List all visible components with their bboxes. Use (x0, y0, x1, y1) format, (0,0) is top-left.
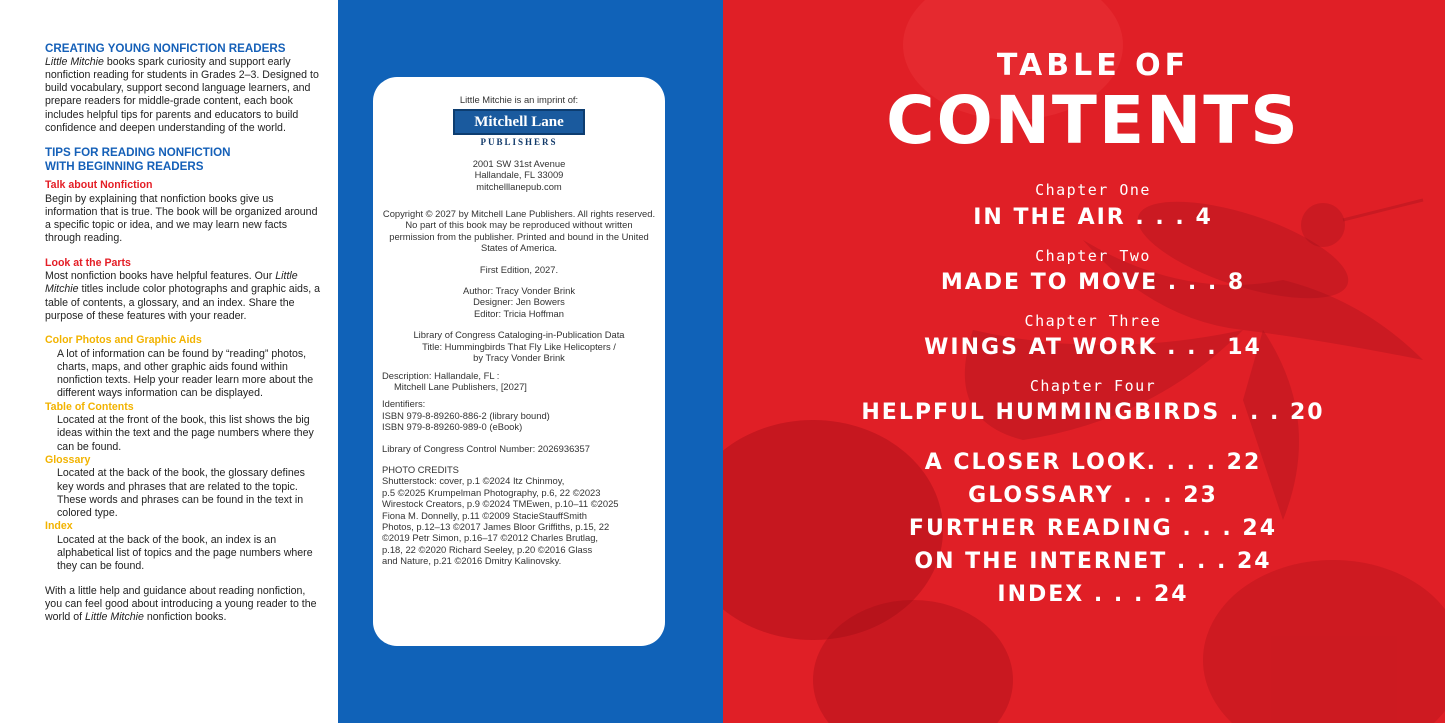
publisher-logo-main: Mitchell Lane (453, 109, 585, 135)
series-name: Little Mitchie (45, 270, 298, 296)
photo-credits-heading: PHOTO CREDITS (382, 463, 459, 475)
parts-text-b: titles include color photographs and graphic aids, a table of contents, a glossary, and an index. Share the purpose of these features with your reader. (45, 283, 321, 322)
closing-paragraph (45, 585, 323, 625)
chapter-one-label: Chapter One (1035, 181, 1151, 199)
copyright-page (338, 0, 723, 723)
cip-line-2: Title: Hummingbirds That Fly Like Helicopters / (422, 340, 616, 352)
cip-line-3: by Tracy Vonder Brink (473, 352, 565, 364)
parts-text (45, 270, 323, 323)
toc-title-small: TABLE OF (996, 48, 1190, 83)
publisher-logo (453, 109, 585, 148)
copyright-card-content (382, 94, 656, 567)
copyright-card (373, 77, 665, 646)
chapter-three-label: Chapter Three (1024, 312, 1162, 330)
chapter-four-entry[interactable]: HELPFUL HUMMINGBIRDS . . . 20 (861, 400, 1325, 425)
index-heading: Index (45, 520, 73, 533)
chapter-one-entry[interactable]: IN THE AIR . . . 4 (973, 205, 1213, 230)
glossary-heading: Glossary (45, 453, 91, 466)
photo-credit-line: Fiona M. Donnelly, p.11 ©2009 StacieStauffSmith (382, 509, 587, 521)
chapter-two-entry[interactable]: MADE TO MOVE . . . 8 (940, 270, 1246, 295)
address-line-1: 2001 SW 31st Avenue (472, 157, 566, 169)
lccn-line: Library of Congress Control Number: 2026936357 (382, 442, 590, 454)
isbn-library: ISBN 979-8-89260-886-2 (library bound) (382, 409, 550, 421)
photos-text: A lot of information can be found by “reading” photos, charts, maps, and other graphic aids found within nonfiction texts. Help your reader learn more about the different ways information can be displayed. (57, 347, 314, 400)
closing-text-a: With a little help and guidance about reading nonfiction, you can feel good about introducing a young reader to the world of (45, 584, 317, 624)
tips-heading-line2: WITH BEGINNING READERS (45, 159, 204, 173)
left-page (0, 0, 338, 723)
creating-readers-heading: CREATING YOUNG NONFICTION READERS (45, 42, 286, 55)
photo-credit-line: Wirestock Creators, p.9 ©2024 TMEwen, p.10–11 ©2025 (382, 498, 619, 510)
photo-credit-line: p.5 ©2025 Krumpelman Photography, p.6, 22 ©2023 (382, 486, 601, 498)
toc-title-big: CONTENTS (886, 82, 1300, 159)
toc-index[interactable]: INDEX . . . 24 (997, 582, 1189, 607)
isbn-ebook: ISBN 979-8-89260-989-0 (eBook) (382, 421, 523, 433)
table-of-contents-page (723, 0, 1445, 723)
parts-heading: Look at the Parts (45, 256, 131, 269)
chapter-four-label: Chapter Four (1029, 377, 1157, 395)
chapter-two-label: Chapter Two (1035, 247, 1151, 265)
toc-on-the-internet[interactable]: ON THE INTERNET . . . 24 (914, 549, 1272, 574)
toc-closer-look[interactable]: A CLOSER LOOK. . . . 22 (924, 450, 1262, 475)
designer-line: Designer: Jen Bowers (473, 296, 565, 308)
closing-text-b: nonfiction books. (143, 611, 227, 624)
cip-line-1: Library of Congress Cataloging-in-Publication Data (413, 329, 625, 341)
toc-further-reading[interactable]: FURTHER READING . . . 24 (908, 516, 1278, 541)
publisher-logo-sub: PUBLISHERS (480, 137, 558, 148)
talk-heading: Talk about Nonfiction (45, 179, 153, 192)
chapter-three-entry[interactable]: WINGS AT WORK . . . 14 (924, 335, 1262, 360)
talk-text: Begin by explaining that nonfiction books give us information that is true. The book will be organized around a specific topic or idea, and we may learn new facts through reading. (45, 192, 318, 245)
photos-heading: Color Photos and Graphic Aids (45, 334, 202, 347)
photo-credit-line: and Nature, p.21 ©2016 Dmitry Kalinovsky. (382, 555, 562, 567)
glossary-text: Located at the back of the book, the glossary defines key words and phrases that are related to the topic. These words and phrases can be found in the text in colored type. (57, 467, 305, 520)
identifiers-label: Identifiers: (382, 398, 426, 410)
toc-text: Located at the front of the book, this list shows the big ideas within the text and the page numbers where they can be found. (57, 414, 314, 453)
photo-credit-line: Shutterstock: cover, p.1 ©2024 Itz Chinmoy, (382, 475, 565, 487)
copyright-notice: Copyright © 2027 by Mitchell Lane Publishers. All rights reserved. No part of this book may be reproduced without written permission from the publisher. Printed and bound in the United States of America. (382, 208, 656, 254)
edition-line: First Edition, 2027. (479, 263, 559, 275)
description-line-2: Mitchell Lane Publishers, [2027] (394, 380, 527, 392)
publisher-website: mitchelllanepub.com (476, 180, 562, 192)
description-line-1: Description: Hallandale, FL : (382, 369, 500, 381)
reader-tips-column (45, 42, 323, 624)
intro-text: books spark curiosity and support early nonfiction reading for students in Grades 2–3. Designed to build vocabulary, support second language learners, and prepare readers for middle-grade content, each book includes helpful tips for parents and educators to build confidence and deepen understanding of the world. (45, 55, 319, 134)
parts-text-a: Most nonfiction books have helpful features. Our (45, 270, 276, 283)
tips-heading-line1: TIPS FOR READING NONFICTION (45, 146, 231, 160)
imprint-line: Little Mitchie is an imprint of: (459, 94, 579, 105)
index-text: Located at the back of the book, an index is an alphabetical list of topics and the page numbers where they can be found. (57, 533, 313, 573)
address-line-2: Hallandale, FL 33009 (474, 169, 564, 181)
author-line: Author: Tracy Vonder Brink (462, 285, 576, 297)
editor-line: Editor: Tricia Hoffman (474, 307, 564, 319)
series-name: Little Mitchie (45, 55, 104, 68)
toc-heading: Table of Contents (45, 400, 134, 413)
photo-credit-line: ©2019 Petr Simon, p.16–17 ©2012 Charles Brutlag, (382, 532, 599, 544)
photo-credit-line: Photos, p.12–13 ©2017 James Bloor Griffiths, p.15, 22 (382, 520, 610, 532)
intro-paragraph (45, 56, 323, 136)
photo-credit-line: p.18, 22 ©2020 Richard Seeley, p.20 ©2016 Glass (382, 543, 593, 555)
toc-glossary[interactable]: GLOSSARY . . . 23 (968, 483, 1218, 508)
series-name: Little Mitchie (85, 611, 144, 624)
